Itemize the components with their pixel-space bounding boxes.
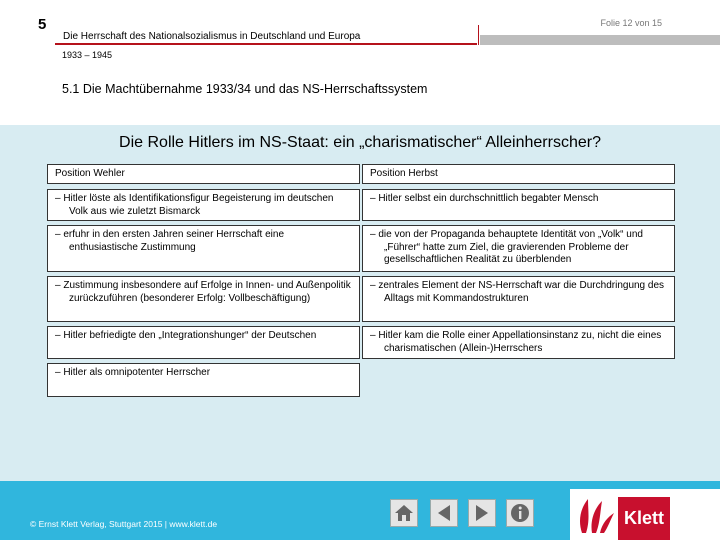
klett-logo-text: Klett: [618, 497, 670, 540]
table-cell-left-2: [47, 225, 360, 272]
info-button[interactable]: [506, 499, 534, 527]
cell-text: – die von der Propaganda behauptete Identität von „Volk“ und „Führer“ hatte zum Ziel, die gravierenden Probleme der gesellschaftlichen Realität zu überblenden: [370, 229, 643, 265]
klett-logo: [570, 489, 720, 540]
slide-counter: Folie 12 von 15: [600, 18, 662, 28]
cell-text: – Zustimmung insbesondere auf Erfolge in Innen- und Außenpolitik zurückzuführen (besonderer Erfolg: Vollbeschäftigung): [55, 280, 351, 304]
cell-text: – Hitler als omnipotenter Herrscher: [55, 367, 211, 378]
header-title-bar: [55, 25, 477, 45]
table-cell-right-1: [362, 189, 675, 221]
previous-icon: [434, 503, 454, 523]
header-label: Position Herbst: [370, 168, 438, 179]
next-button[interactable]: [468, 499, 496, 527]
main-heading: Die Rolle Hitlers im NS-Staat: ein „charismatischer“ Alleinherrscher?: [119, 134, 601, 151]
cell-text: – Hitler kam die Rolle einer Appellationsinstanz zu, nicht die eines charismatischen (Allein-)Herrschers: [370, 330, 662, 354]
table-cell-left-3: [47, 276, 360, 322]
table-cell-left-1: [47, 189, 360, 221]
table-cell-left-4: [47, 326, 360, 359]
header-label: Position Wehler: [55, 168, 125, 179]
copyright-text: © Ernst Klett Verlag, Stuttgart 2015 | www.klett.de: [30, 519, 218, 529]
cell-text: – Hitler löste als Identifikationsfigur Begeisterung im deutschen Volk aus wie zuletzt Bismarck: [55, 193, 334, 217]
cell-text: – Hitler befriedigte den „Integrationshunger“ der Deutschen: [55, 330, 317, 341]
table-cell-right-3: [362, 276, 675, 322]
slide-header: [0, 0, 720, 125]
home-button[interactable]: [390, 499, 418, 527]
header-title: Die Herrschaft des Nationalsozialismus in Deutschland und Europa: [63, 31, 361, 42]
previous-button[interactable]: [430, 499, 458, 527]
slide-footer: [0, 481, 720, 540]
header-years: 1933 – 1945: [62, 50, 113, 60]
cell-text: – zentrales Element der NS-Herrschaft war die Durchdringung des Alltags mit Kommandostrukturen: [370, 280, 665, 304]
chapter-number: 5: [38, 16, 47, 33]
cell-text: – erfuhr in den ersten Jahren seiner Herrschaft eine enthusiastische Zustimmung: [55, 229, 285, 253]
header-gray-bar: [480, 35, 720, 45]
info-icon: [509, 502, 531, 524]
cell-text: – Hitler selbst ein durchschnittlich begabter Mensch: [370, 193, 599, 204]
table-cell-right-4: [362, 326, 675, 359]
section-title: 5.1 Die Machtübernahme 1933/34 und das NS-Herrschaftssystem: [62, 82, 428, 96]
next-icon: [472, 503, 492, 523]
table-cell-left-5: [47, 363, 360, 397]
table-cell-right-2: [362, 225, 675, 272]
table-header-right: [362, 164, 675, 184]
table-header-left: [47, 164, 360, 184]
klett-clover-icon: [574, 495, 618, 537]
header-divider: [478, 25, 479, 45]
home-icon: [393, 503, 415, 523]
